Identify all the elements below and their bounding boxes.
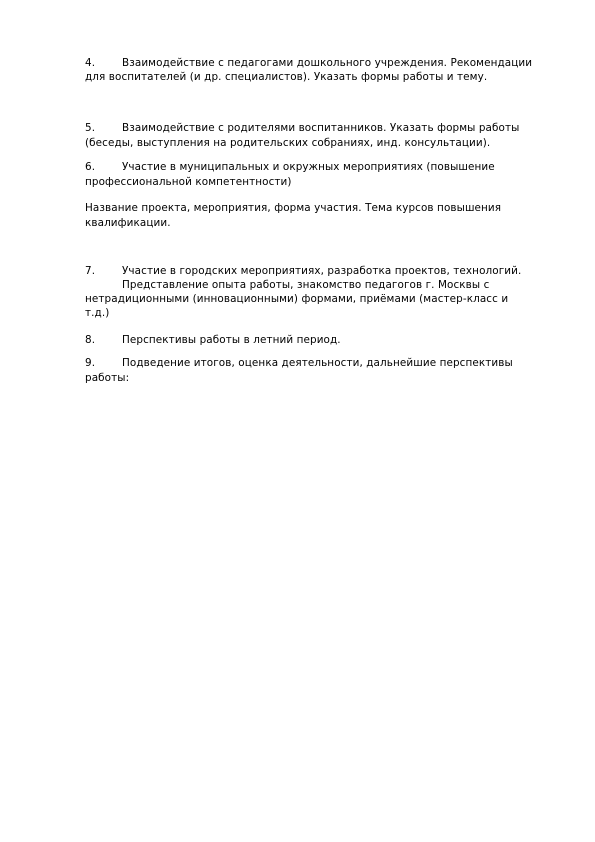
item-5-line-1 (85, 121, 519, 135)
item-4-number: 4. (85, 57, 96, 69)
item-7-number: 7. (85, 265, 96, 277)
item-4-line-2: для воспитателей (и др. специалистов). Указать формы работы и тему. (85, 71, 488, 83)
item-7-text: Участие в городских мероприятиях, разработка проектов, технологий. (122, 265, 522, 277)
item-8-line-1 (85, 333, 341, 347)
item-7-line-4: т.д.) (85, 307, 110, 319)
item-8-number: 8. (85, 334, 96, 346)
item-7-line-2: Представление опыта работы, знакомство педагогов г. Москвы с (122, 279, 490, 291)
item-6-number: 6. (85, 161, 96, 173)
item-5-text: Взаимодействие с родителями воспитанников. Указать формы работы (122, 122, 520, 134)
item-5-line-2: (беседы, выступления на родительских собраниях, инд. консультации). (85, 137, 491, 149)
item-6-note-line-1: Название проекта, мероприятия, форма участия. Тема курсов повышения (85, 202, 502, 214)
item-8-text: Перспективы работы в летний период. (122, 334, 341, 346)
item-7-line-1 (85, 264, 521, 278)
item-7-line-3: нетрадиционными (инновационными) формами, приёмами (мастер-класс и (85, 293, 509, 305)
item-6-note-line-2: квалификации. (85, 217, 171, 229)
item-9-line-2: работы: (85, 372, 130, 384)
item-6-line-2: профессиональной компетентности) (85, 176, 292, 188)
item-5-number: 5. (85, 122, 96, 134)
item-6-line-1 (85, 160, 495, 174)
item-4-line-1 (85, 56, 532, 70)
item-4-text: Взаимодействие с педагогами дошкольного учреждения. Рекомендации (122, 57, 533, 69)
item-6-text: Участие в муниципальных и окружных мероприятиях (повышение (122, 161, 495, 173)
item-9-line-1 (85, 356, 513, 370)
item-9-text: Подведение итогов, оценка деятельности, дальнейшие перспективы (122, 357, 513, 369)
item-9-number: 9. (85, 357, 96, 369)
